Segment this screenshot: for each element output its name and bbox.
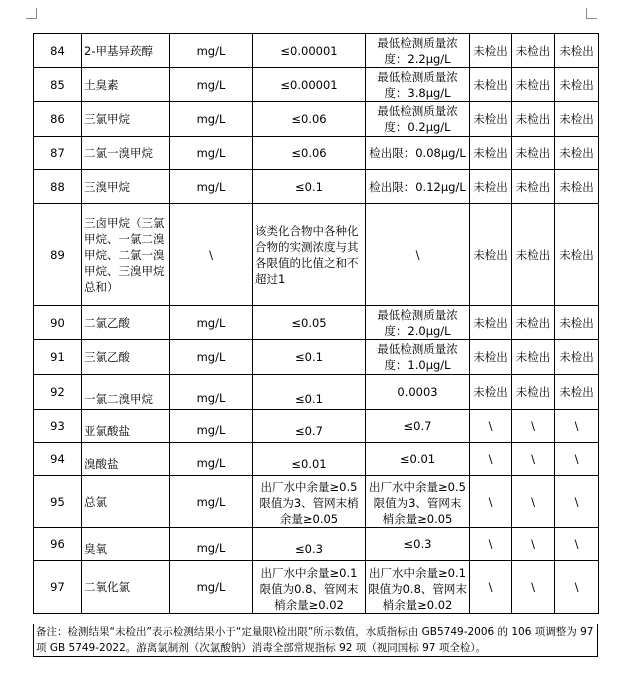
item-limit: ≤0.1 — [253, 170, 366, 204]
item-name: 三氯乙酸 — [82, 340, 170, 375]
item-result-2: \ — [512, 476, 555, 528]
item-unit: mg/L — [170, 375, 253, 410]
item-unit: mg/L — [170, 410, 253, 443]
item-name: 溴酸盐 — [82, 443, 170, 476]
item-unit: mg/L — [170, 528, 253, 561]
item-number: 97 — [34, 561, 82, 614]
item-result-1: 未检出 — [470, 375, 512, 410]
item-limit: 出厂水中余量≥0.5限值为3、管网末梢余量≥0.05 — [253, 476, 366, 528]
item-unit: mg/L — [170, 306, 253, 340]
item-name: 一氯二溴甲烷 — [82, 375, 170, 410]
item-limit: ≤0.05 — [253, 306, 366, 340]
item-result-3: 未检出 — [555, 306, 599, 340]
item-result-3: 未检出 — [555, 102, 599, 137]
item-result-2: 未检出 — [512, 137, 555, 170]
item-limit: ≤0.01 — [253, 443, 366, 476]
item-result-3: \ — [555, 410, 599, 443]
item-result-1: 未检出 — [470, 102, 512, 137]
item-result-1: 未检出 — [470, 68, 512, 102]
item-unit: mg/L — [170, 340, 253, 375]
item-result-2: 未检出 — [512, 102, 555, 137]
item-result-1: \ — [470, 443, 512, 476]
item-result-2: \ — [512, 528, 555, 561]
item-limit: ≤0.00001 — [253, 68, 366, 102]
table-row — [34, 137, 599, 170]
page-corner-mark-right — [586, 8, 597, 19]
item-name: 二氯乙酸 — [82, 306, 170, 340]
item-result-2: 未检出 — [512, 306, 555, 340]
item-unit: mg/L — [170, 68, 253, 102]
item-number: 93 — [34, 410, 82, 443]
item-result-3: 未检出 — [555, 170, 599, 204]
item-limit: ≤0.06 — [253, 137, 366, 170]
item-number: 92 — [34, 375, 82, 410]
item-number: 91 — [34, 340, 82, 375]
item-number: 84 — [34, 34, 82, 68]
table-row — [34, 68, 599, 102]
item-limit: ≤0.00001 — [253, 34, 366, 68]
item-result-3: 未检出 — [555, 340, 599, 375]
item-result-1: 未检出 — [470, 170, 512, 204]
item-detection-limit: 检出限：0.12μg/L — [366, 170, 470, 204]
item-result-2: \ — [512, 443, 555, 476]
item-detection-limit: 检出限：0.08μg/L — [366, 137, 470, 170]
item-limit: ≤0.7 — [253, 410, 366, 443]
item-detection-limit: 0.0003 — [366, 375, 470, 410]
item-result-3: \ — [555, 476, 599, 528]
table-footnote: 备注：检测结果“未检出”表示检测结果小于“定量限\检出限”所示数值，水质指标由 GB5749-2006 的 106 项调整为 97 项 GB 5749-2022。游离氯制剂（次氯酸钠）消毒全部常规指标 92 项（视同国标 97 项全检）。 — [33, 624, 598, 657]
item-limit: ≤0.06 — [253, 102, 366, 137]
item-result-1: \ — [470, 528, 512, 561]
item-limit: ≤0.3 — [253, 528, 366, 561]
item-result-1: \ — [470, 476, 512, 528]
item-result-3: \ — [555, 561, 599, 614]
item-detection-limit: 最低检测质量浓度：0.2μg/L — [366, 102, 470, 137]
item-name: 二氧化氯 — [82, 561, 170, 614]
item-result-2: 未检出 — [512, 170, 555, 204]
table-row — [34, 561, 599, 614]
item-result-3: 未检出 — [555, 68, 599, 102]
item-number: 85 — [34, 68, 82, 102]
item-number: 95 — [34, 476, 82, 528]
item-result-1: 未检出 — [470, 306, 512, 340]
item-result-3: 未检出 — [555, 204, 599, 306]
item-name: 三溴甲烷 — [82, 170, 170, 204]
item-limit: ≤0.1 — [253, 375, 366, 410]
item-name: 三卤甲烷（三氯甲烷、一氯二溴甲烷、二氯一溴甲烷、三溴甲烷总和） — [82, 204, 170, 306]
item-limit: ≤0.1 — [253, 340, 366, 375]
table-row — [34, 443, 599, 476]
item-detection-limit: ≤0.7 — [366, 410, 470, 443]
item-unit: mg/L — [170, 34, 253, 68]
table-row — [34, 476, 599, 528]
item-unit: mg/L — [170, 561, 253, 614]
item-number: 86 — [34, 102, 82, 137]
item-result-1: 未检出 — [470, 204, 512, 306]
item-name: 二氯一溴甲烷 — [82, 137, 170, 170]
item-name: 亚氯酸盐 — [82, 410, 170, 443]
item-detection-limit: 最低检测质量浓度：3.8μg/L — [366, 68, 470, 102]
item-unit: mg/L — [170, 476, 253, 528]
item-name: 土臭素 — [82, 68, 170, 102]
item-result-2: 未检出 — [512, 340, 555, 375]
item-name: 2-甲基异莰醇 — [82, 34, 170, 68]
item-result-3: \ — [555, 528, 599, 561]
item-name: 臭氧 — [82, 528, 170, 561]
table-row — [34, 102, 599, 137]
item-unit: mg/L — [170, 102, 253, 137]
table-row — [34, 340, 599, 375]
item-detection-limit: ≤0.01 — [366, 443, 470, 476]
table-row — [34, 34, 599, 68]
item-detection-limit: 出厂水中余量≥0.1限值为0.8、管网末梢余量≥0.02 — [366, 561, 470, 614]
item-result-3: 未检出 — [555, 375, 599, 410]
item-result-1: 未检出 — [470, 34, 512, 68]
item-result-2: 未检出 — [512, 375, 555, 410]
item-number: 96 — [34, 528, 82, 561]
item-detection-limit: ≤0.3 — [366, 528, 470, 561]
item-name: 三氯甲烷 — [82, 102, 170, 137]
item-detection-limit: 最低检测质量浓度：2.2μg/L — [366, 34, 470, 68]
item-result-1: 未检出 — [470, 137, 512, 170]
item-unit: mg/L — [170, 137, 253, 170]
item-number: 87 — [34, 137, 82, 170]
item-number: 94 — [34, 443, 82, 476]
item-name: 总氯 — [82, 476, 170, 528]
table-row — [34, 170, 599, 204]
table-row — [34, 306, 599, 340]
item-result-1: \ — [470, 410, 512, 443]
item-detection-limit: 出厂水中余量≥0.5限值为3、管网末梢余量≥0.05 — [366, 476, 470, 528]
table-row — [34, 410, 599, 443]
item-result-2: 未检出 — [512, 68, 555, 102]
page-corner-mark-left — [26, 8, 37, 19]
item-detection-limit: \ — [366, 204, 470, 306]
item-result-2: 未检出 — [512, 34, 555, 68]
item-detection-limit: 最低检测质量浓度：1.0μg/L — [366, 340, 470, 375]
item-number: 90 — [34, 306, 82, 340]
item-unit: \ — [170, 204, 253, 306]
table-row — [34, 528, 599, 561]
item-unit: mg/L — [170, 443, 253, 476]
item-result-2: \ — [512, 410, 555, 443]
item-number: 89 — [34, 204, 82, 306]
item-number: 88 — [34, 170, 82, 204]
item-result-2: \ — [512, 561, 555, 614]
item-limit: 出厂水中余量≥0.1限值为0.8、管网末梢余量≥0.02 — [253, 561, 366, 614]
item-detection-limit: 最低检测质量浓度：2.0μg/L — [366, 306, 470, 340]
item-result-3: 未检出 — [555, 34, 599, 68]
item-unit: mg/L — [170, 170, 253, 204]
table-row — [34, 204, 599, 306]
item-result-2: 未检出 — [512, 204, 555, 306]
item-result-3: 未检出 — [555, 137, 599, 170]
water-quality-table — [33, 33, 599, 614]
item-result-1: 未检出 — [470, 340, 512, 375]
item-result-3: \ — [555, 443, 599, 476]
item-result-1: \ — [470, 561, 512, 614]
item-limit: 该类化合物中各种化合物的实测浓度与其各限值的比值之和不超过1 — [253, 204, 366, 306]
table-row — [34, 375, 599, 410]
